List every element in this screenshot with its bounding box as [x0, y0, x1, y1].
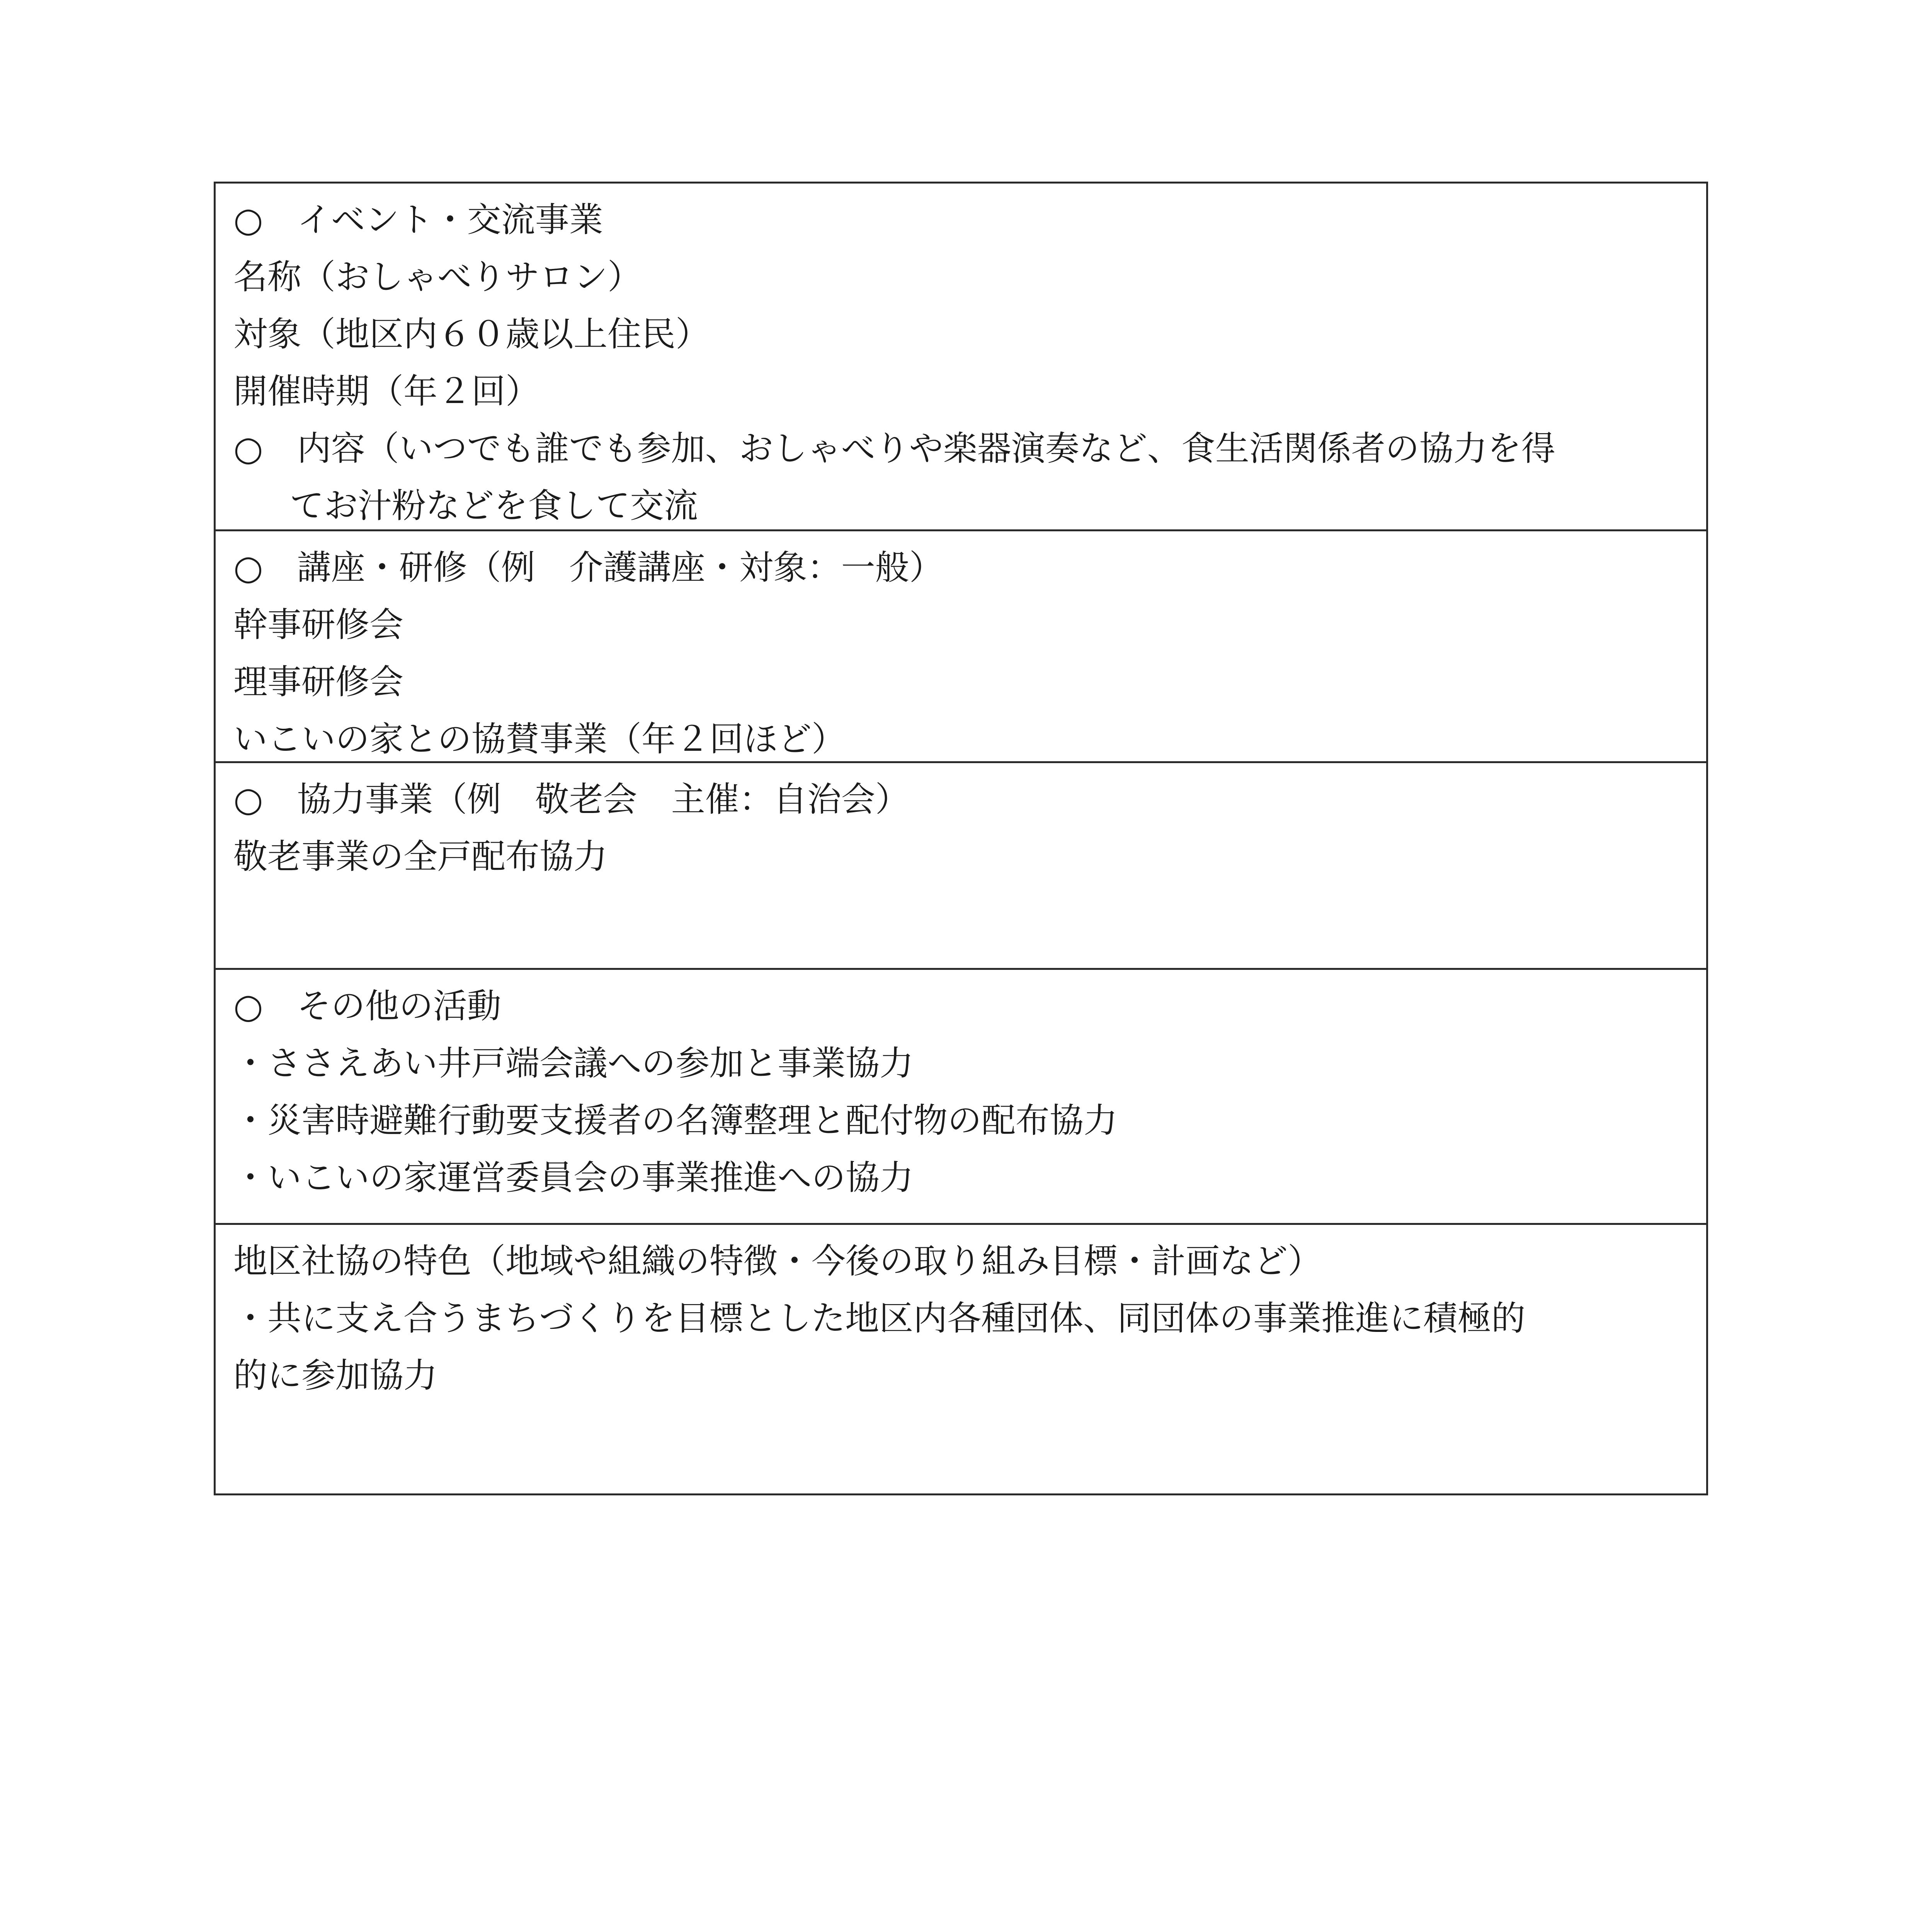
text-line: 理事研修会: [233, 662, 404, 702]
text-line: 幹事研修会: [233, 605, 404, 645]
section-heading: ○ その他の活動: [233, 986, 501, 1026]
section-other-activities: [216, 970, 1706, 1225]
list-item: ・ささえあい井戸端会議への参加と事業協力: [233, 1043, 914, 1083]
section-heading: 地区社協の特色（地域や組織の特徴・今後の取り組み目標・計画など）: [233, 1241, 1322, 1281]
list-item: ・いこいの家運営委員会の事業推進への協力: [233, 1158, 914, 1197]
text-line: 名称（おしゃべりサロン）: [233, 257, 642, 297]
text-line: 的に参加協力: [233, 1355, 438, 1395]
section-courses: [216, 531, 1706, 763]
list-item: ・共に支え合うまちづくりを目標とした地区内各種団体、同団体の事業推進に積極的: [233, 1298, 1526, 1338]
text-line: ○ 内容（いつでも誰でも参加、おしゃべりや楽器演奏など、食生活関係者の協力を得: [233, 429, 1555, 468]
section-events: [216, 184, 1706, 531]
activity-table: [214, 182, 1708, 1495]
text-line: 対象（地区内６０歳以上住民）: [233, 314, 710, 354]
section-heading: ○ イベント・交流事業: [233, 200, 603, 240]
list-item: ・災害時避難行動要支援者の名簿整理と配付物の配布協力: [233, 1100, 1118, 1140]
section-characteristics: [216, 1225, 1706, 1493]
section-cooperation: [216, 763, 1706, 970]
section-heading: ○ 講座・研修（例 介護講座・対象：一般）: [233, 548, 943, 587]
section-heading: ○ 協力事業（例 敬老会 主催：自治会）: [233, 779, 909, 819]
text-line: 開催時期（年２回）: [233, 371, 540, 411]
text-line: てお汁粉などを食して交流: [290, 486, 698, 526]
text-line: いこいの家との協賛事業（年２回ほど）: [233, 719, 846, 759]
text-line: 敬老事業の全戸配布協力: [233, 837, 608, 876]
